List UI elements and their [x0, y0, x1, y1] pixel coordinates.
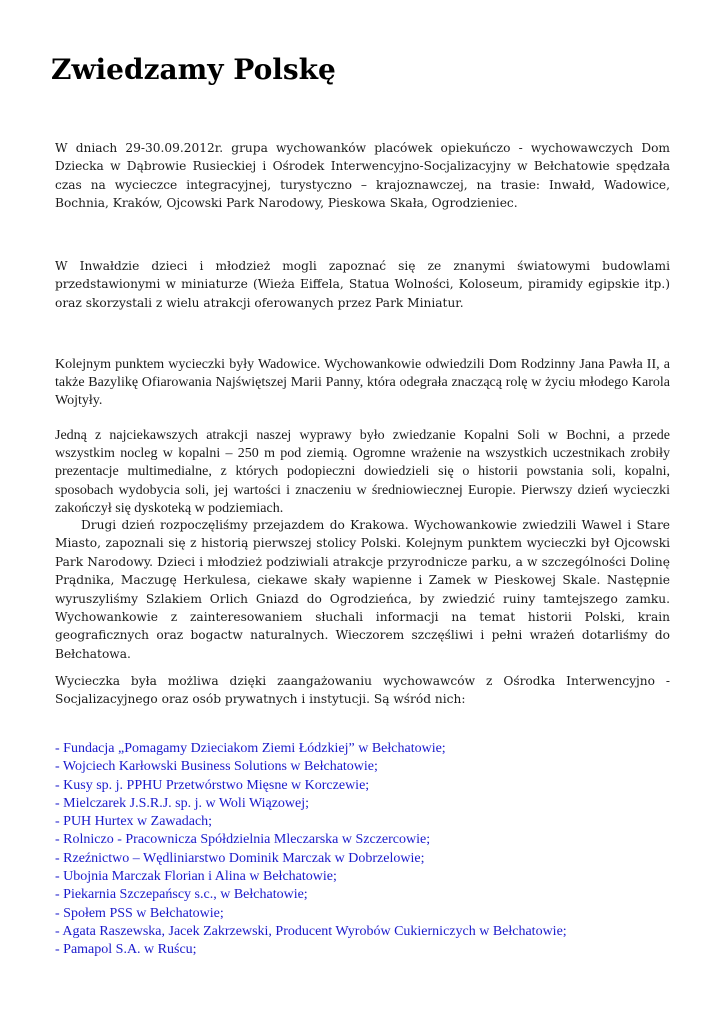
sponsor-item[interactable]: - Rolniczo - Pracownicza Spółdzielnia Mleczarska w Szczercowie; [55, 832, 431, 848]
sponsor-item[interactable]: - Społem PSS w Bełchatowie; [55, 905, 224, 921]
sponsor-item[interactable]: - Agata Raszewska, Jacek Zakrzewski, Producent Wyrobów Cukierniczych w Bełchatowie; [55, 923, 567, 939]
sponsor-item[interactable]: - PUH Hurtex w Zawadach; [55, 814, 213, 830]
paragraph-bochnia: Jedną z najciekawszych atrakcji naszej wyprawy było zwiedzanie Kopalni Soli w Bochni, a przede wszystkim nocleg w kopalni – 250 m pod ziemią. Ogromne wrażenie na wszystkich uczestnikach zrobiły prezentacje multimedialne, z których podopieczni dowiedzieli się o historii powstania soli, kopalni, sposobach wydobycia soli, jej wartości i znaczeniu w średniowiecznej Europie. Pierwszy dzień wycieczki zakończył się dyskoteką w podziemiach. [55, 428, 670, 516]
sponsor-item[interactable]: - Rzeźnictwo – Wędliniarstwo Dominik Marczak w Dobrzelowie; [55, 850, 425, 866]
paragraph-krakow: Drugi dzień rozpoczęliśmy przejazdem do Krakowa. Wychowankowie zwiedzili Wawel i Stare Miasto, zapoznali się z historią pierwszej stolicy Polski. Kolejnym punktem wycieczki był Ojcowski Park Narodowy. Dzieci i młodzież podziwiali atrakcje przyrodnicze parku, a w szczególności Dolinę Prądnika, Maczugę Herkulesa, ciekawe skały wapienne i Zamek w Pieskowej Skale. Następnie wyruszyliśmy Szlakiem Orlich Gniazd do Ogrodzieńca, by zwiedzić ruiny tamtejszego zamku. Wychowankowie z zainteresowaniem słuchali informacji na temat historii Polski, krain geograficznych oraz bogactw naturalnych. Wieczorem szczęśliwi i pełni wrażeń dotarliśmy do Bełchatowa. [55, 518, 670, 661]
sponsor-item[interactable]: - Kusy sp. j. PPHU Przetwórstwo Mięsne w Korczewie; [55, 777, 370, 793]
sponsor-item[interactable]: - Fundacja „Pomagamy Dzieciakom Ziemi Łódzkiej” w Bełchatowie; [55, 741, 446, 756]
paragraph-intro: W dniach 29-30.09.2012r. grupa wychowanków placówek opiekuńczo - wychowawczych Dom Dziecka w Dąbrowie Rusieckiej i Ośrodek Interwencyjno-Socjalizacyjny w Bełchatowie spędzała czas na wycieczce integracyjnej, turystyczno – krajoznawczej, na trasie: Inwałd, Wadowice, Bochnia, Kraków, Ojcowski Park Narodowy, Pieskowa Skała, Ogrodzieniec. [55, 141, 670, 211]
sponsor-item[interactable]: - Ubojnia Marczak Florian i Alina w Bełchatowie; [55, 869, 337, 885]
sponsor-item[interactable]: - Piekarnia Szczepańscy s.c., w Bełchatowie; [55, 887, 308, 903]
sponsor-item[interactable]: - Wojciech Karłowski Business Solutions w Bełchatowie; [55, 759, 378, 775]
sponsor-list [55, 740, 695, 960]
paragraph-sponsors-intro: Wycieczka była możliwa dzięki zaangażowaniu wychowawców z Ośrodka Interwencyjno - Socjalizacyjnego oraz osób prywatnych i instytucji. Są wśród nich: [55, 674, 670, 707]
paragraph-wadowice: Kolejnym punktem wycieczki były Wadowice. Wychowankowie odwiedzili Dom Rodzinny Jana Pawła II, a także Bazylikę Ofiarowania Najświętszej Marii Panny, która odegrała znaczącą rolę w życiu młodego Karola Wojtyły. [55, 357, 670, 409]
sponsor-item[interactable]: - Mielczarek J.S.R.J. sp. j. w Woli Wiązowej; [55, 795, 310, 811]
sponsor-item[interactable]: - Pamapol S.A. w Ruścu; [55, 942, 197, 958]
paragraph-inwald: W Inwałdzie dzieci i młodzież mogli zapoznać się ze znanymi światowymi budowlami przedstawionymi w miniaturze (Wieża Eiffela, Statua Wolności, Koloseum, piramidy egipskie itp.) oraz skorzystali z wielu atrakcji oferowanych przez Park Miniatur. [55, 259, 670, 310]
page-title: Zwiedzamy Polskę [51, 53, 336, 86]
